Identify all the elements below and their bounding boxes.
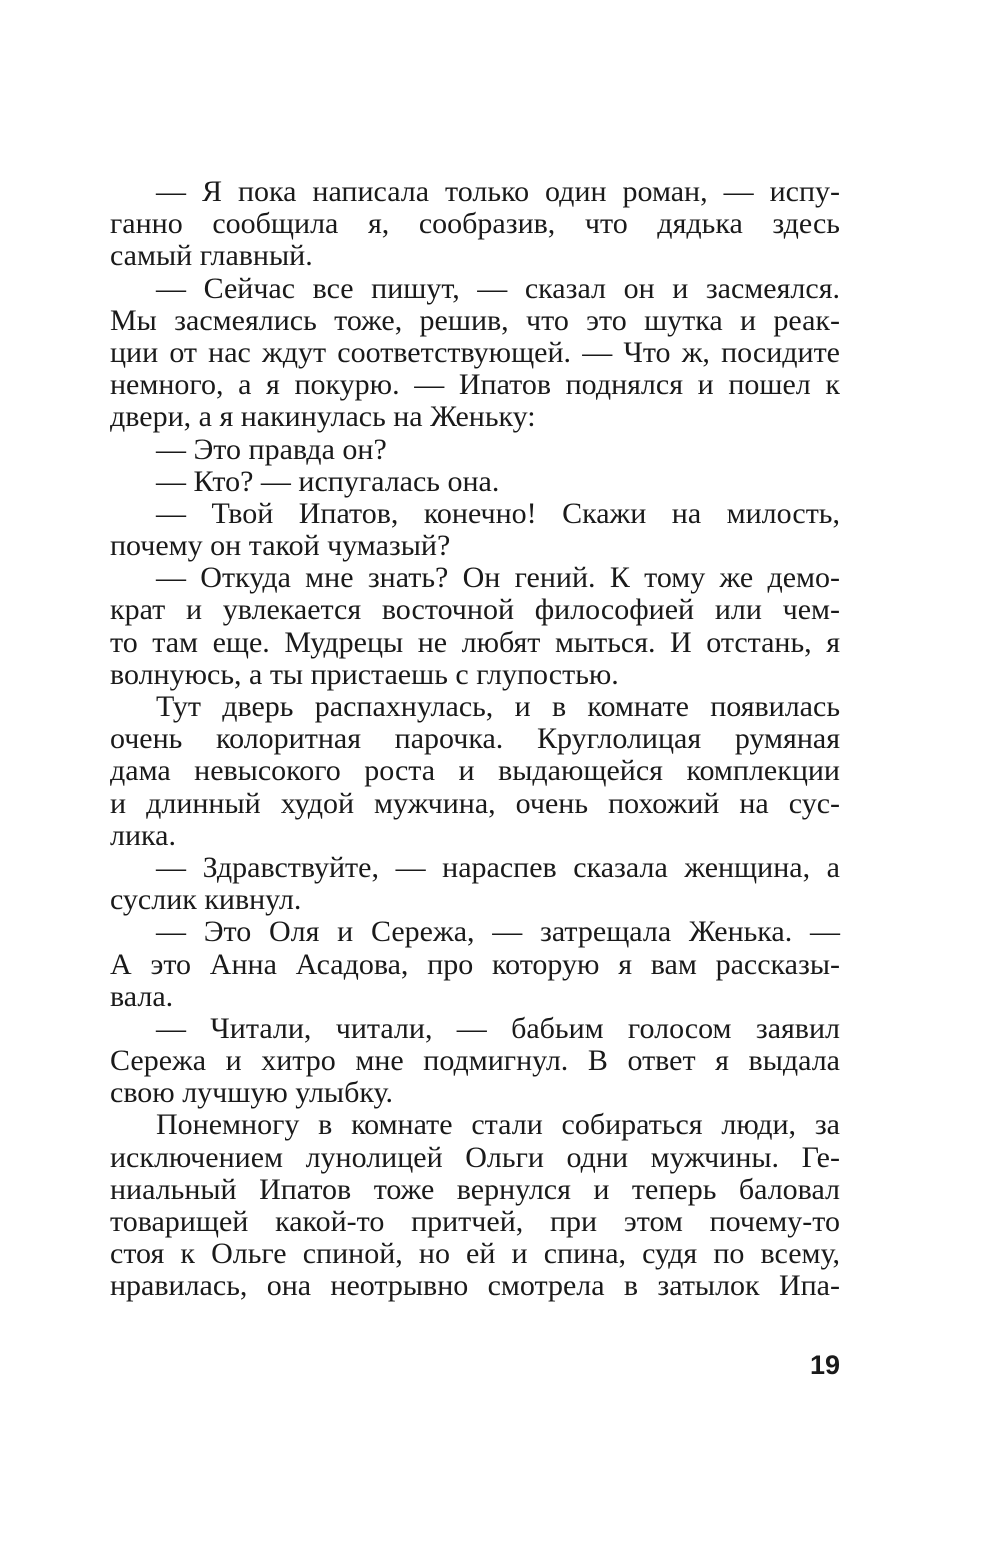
text-line: и длинный худой мужчина, очень похожий на сус- [110, 786, 840, 820]
text-line: лика. [110, 818, 176, 852]
text-line: ции от нас ждут соответствующей. — Что ж, посидите [110, 335, 840, 369]
text-line: самый главный. [110, 239, 313, 273]
text-line: двери, а я накинулась на Женьку: [110, 400, 536, 434]
text-line: волнуюсь, а ты пристаешь с глупостью. [110, 657, 619, 691]
text-line: очень колоритная парочка. Круглолицая румяная [110, 722, 840, 756]
body-text [110, 176, 840, 1303]
text-line: — Читали, читали, — бабьим голосом заявил [156, 1011, 840, 1045]
text-line: — Я пока написала только один роман, — испу- [156, 175, 840, 208]
text-line: — Это Оля и Сережа, — затрещала Женька. — [156, 915, 840, 949]
text-line: — Откуда мне знать? Он гений. К тому же демо- [156, 561, 840, 595]
text-line: крат и увлекается восточной философией или чем- [110, 593, 840, 627]
text-line: Тут дверь распахнулась, и в комнате появилась [156, 690, 840, 723]
text-line: — Это правда он? [156, 432, 387, 466]
text-line: почему он такой чумазый? [110, 529, 451, 563]
text-line: товарищей какой-то притчей, при этом почему-то [110, 1205, 840, 1238]
text-line: суслик кивнул. [110, 883, 302, 917]
text-line: немного, а я покурю. — Ипатов поднялся и пошел к [110, 368, 840, 402]
text-line: нравилась, она неотрывно смотрела в затылок Ипа- [110, 1269, 840, 1303]
text-line: свою лучшую улыбку. [110, 1076, 393, 1110]
text-line: — Сейчас все пишут, — сказал он и засмеялся. [156, 271, 840, 305]
text-line: Понемногу в комнате стали собираться люди, за [156, 1108, 840, 1142]
text-line: ниальный Ипатов тоже вернулся и теперь баловал [110, 1172, 840, 1206]
text-line: Сережа и хитро мне подмигнул. В ответ я выдала [110, 1044, 840, 1078]
text-line: — Кто? — испугалась она. [156, 464, 500, 498]
text-line: стоя к Ольге спиной, но ей и спина, судя по всему, [110, 1237, 840, 1271]
text-line: вала. [110, 979, 174, 1013]
text-line: А это Анна Асадова, про которую я вам рассказы- [110, 947, 840, 981]
text-line: дама невысокого роста и выдающейся комплекции [110, 754, 840, 788]
text-line: ганно сообщила я, сообразив, что дядька здесь [110, 207, 840, 241]
text-line: — Твой Ипатов, конечно! Скажи на милость, [156, 496, 840, 530]
page-number: 19 [809, 1350, 840, 1380]
text-line: Мы засмеялись тоже, решив, что это шутка и реак- [110, 303, 840, 337]
text-line: исключением лунолицей Ольги одни мужчины. Ге- [110, 1140, 840, 1174]
text-line: то там еще. Мудрецы не любят мыться. И отстань, я [110, 625, 840, 659]
text-line: — Здравствуйте, — нараспев сказала женщина, а [156, 850, 840, 884]
